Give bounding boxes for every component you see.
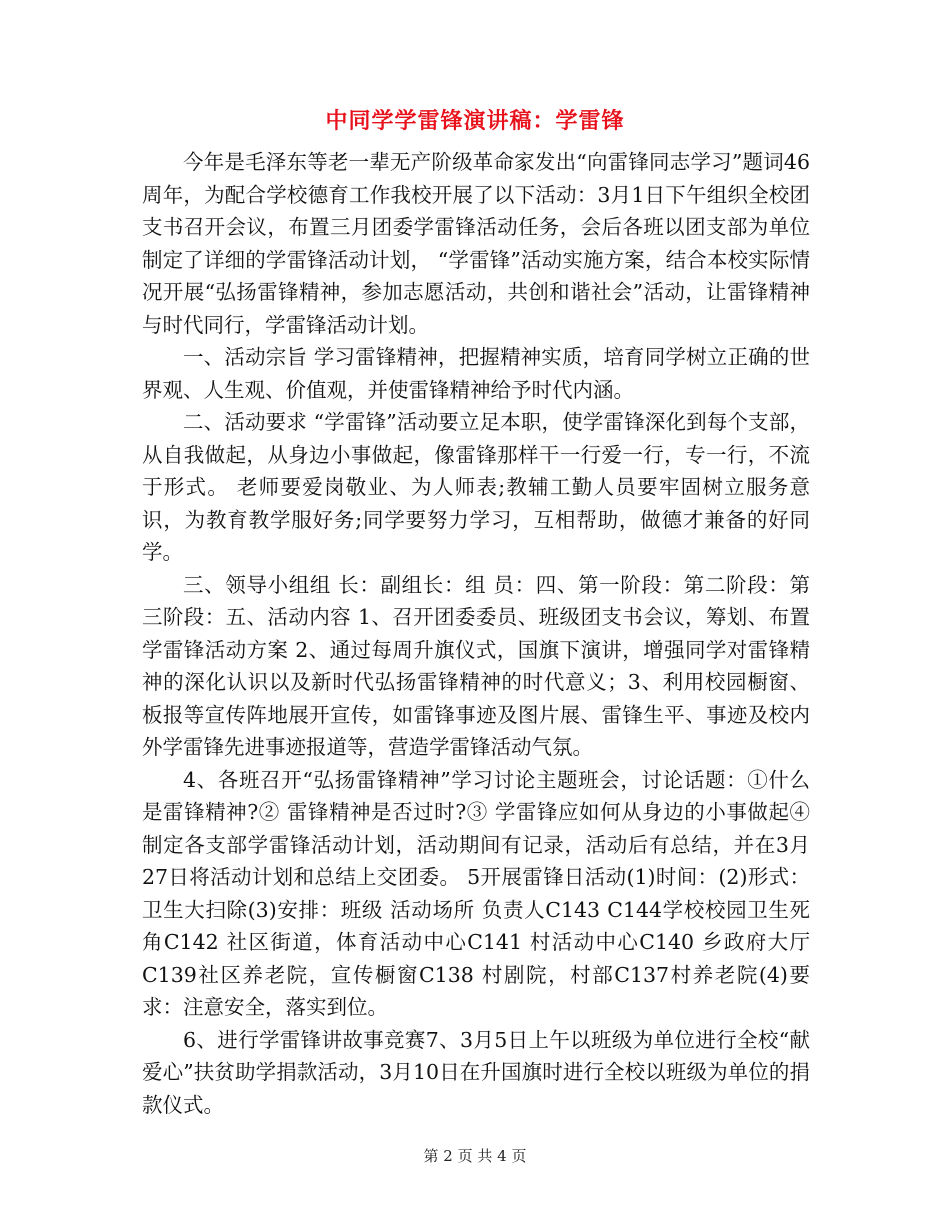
paragraph-requirements: 二、活动要求 “学雷锋”活动要立足本职，使学雷锋深化到每个支部，从自我做起，从身边小事做起，像雷锋那样干一行爱一行，专一行，不流于形式。 老师要爱岗敬业、为人师表;教辅工勤人员要牢固树立服务意识，为教育教学服好务;同学要努力学习，互相帮助，做德才兼备的好同学。 <box>142 410 810 564</box>
paragraph-fundraising: 6、进行学雷锋讲故事竞赛7、3月5日上午以班级为单位进行全校“献爱心”扶贫助学捐款活动，3月10日在升国旗时进行全校以班级为单位的捐款仪式。 <box>142 1027 810 1117</box>
paragraph-purpose: 一、活动宗旨 学习雷锋精神，把握精神实质，培育同学树立正确的世界观、人生观、价值观，并使雷锋精神给予时代内涵。 <box>142 345 810 402</box>
paragraph-class-meeting-and-activities: 4、各班召开“弘扬雷锋精神”学习讨论主题班会，讨论话题：①什么是雷锋精神?② 雷锋精神是否过时?③ 学雷锋应如何从身边的小事做起④制定各支部学雷锋活动计划，活动期间有记录，活动后有总结，并在3月27日将活动计划和总结上交团委。 5开展雷锋日活动(1)时间：(2)形式：卫生大扫除(3)安排：班级 活动场所 负责人C143 C144学校校园卫生死角C142 社区街道，体育活动中心C141 村活动中心C140 乡政府大厅C139社区养老院，宣传橱窗C138 村剧院，村部C137村养老院(4)要求：注意安全，落实到位。 <box>142 767 810 1019</box>
paragraph-leadership-and-content: 三、领导小组组 长：副组长：组 员：四、第一阶段：第二阶段：第三阶段：五、活动内容 1、召开团委委员、班级团支书会议，筹划、布置学雷锋活动方案 2、通过每周升旗仪式，国旗下演讲，增强同学对雷锋精神的深化认识以及新时代弘扬雷锋精神的时代意义；3、利用校园橱窗、板报等宣传阵地展开宣传，如雷锋事迹及图片展、雷锋生平、事迹及校内外学雷锋先进事迹报道等，营造学雷锋活动气氛。 <box>142 572 810 759</box>
document-body <box>142 146 810 1121</box>
document-title: 中同学学雷锋演讲稿：学雷锋 <box>325 109 625 134</box>
page-number-footer: 第 2 页 共 4 页 <box>423 1147 527 1165</box>
paragraph-intro: 今年是毛泽东等老一辈无产阶级革命家发出“向雷锋同志学习”题词46周年，为配合学校德育工作我校开展了以下活动：3月1日下午组织全校团支书召开会议，布置三月团委学雷锋活动任务，会后各班以团支部为单位制定了详细的学雷锋活动计划， “学雷锋”活动实施方案，结合本校实际情况开展“弘扬雷锋精神，参加志愿活动，共创和谐社会”活动，让雷锋精神与时代同行，学雷锋活动计划。 <box>142 150 810 337</box>
